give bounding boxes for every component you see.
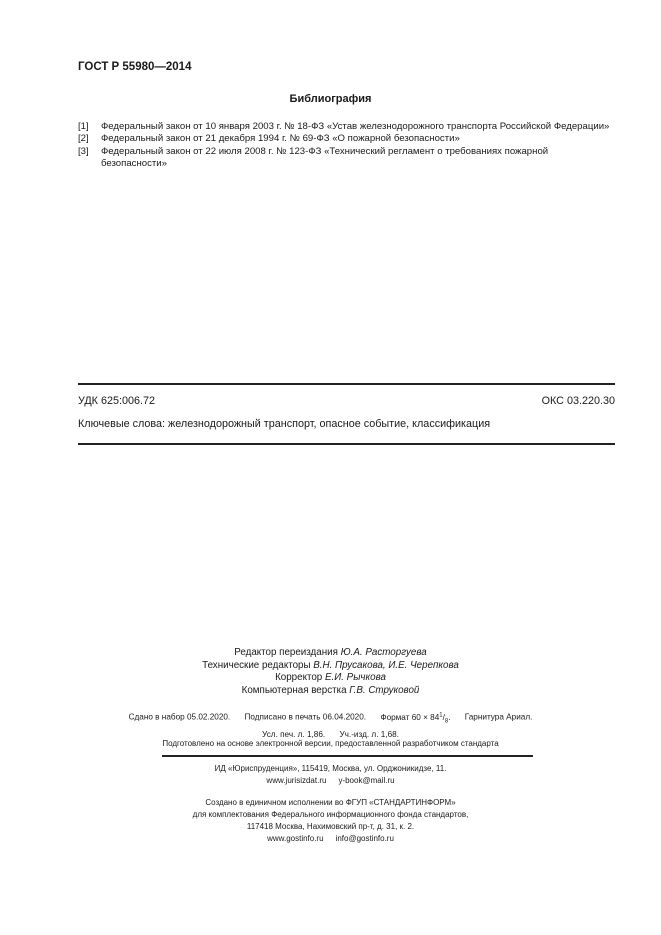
publisher-site-link[interactable]: www.jurisizdat.ru [266, 776, 327, 785]
publisher-contacts [0, 775, 661, 787]
document-code: ГОСТ Р 55980—2014 [78, 61, 192, 73]
signed-date: Подписано в печать 06.04.2020. [244, 712, 367, 722]
publisher-divider [162, 755, 533, 757]
printer-line: 117418 Москва, Нахимовский пр-т, д. 31, к. 2. [246, 822, 415, 831]
publication-info [0, 709, 661, 741]
top-divider [78, 383, 615, 385]
printer-line: Создано в единичном исполнении во ФГУП «СТАНДАРТИНФОРМ» [205, 798, 456, 807]
printer-contacts [0, 833, 661, 845]
printer-line: для комплектования Федерального информационного фонда стандартов, [192, 810, 469, 819]
print-sheets: Усл. печ. л. 1,86. [262, 730, 326, 740]
publisher-address: ИД «Юриспруденция», 115419, Москва, ул. Орджоникидзе, 11. [214, 764, 447, 773]
editorial-credits [0, 647, 661, 697]
typeface: Гарнитура Ариал. [464, 712, 533, 722]
bibliography-title: Библиография [289, 93, 372, 105]
bibliography-item [78, 146, 616, 171]
publication-line [0, 709, 661, 728]
prepared-note: Подготовлено на основе электронной версии, предоставленной разработчиком стандарта [162, 739, 499, 748]
oks-code: ОКС 03.220.30 [541, 395, 615, 407]
printer-info [0, 797, 661, 845]
credit-line [0, 660, 661, 673]
publisher-info [0, 763, 661, 787]
keywords: Ключевые слова: железнодорожный транспорт, опасное событие, классификация [78, 418, 491, 430]
credit-role: Редактор переиздания [234, 647, 338, 658]
bibliography-list [78, 121, 616, 171]
udk-code: УДК 625:006.72 [78, 395, 156, 407]
bibliography-item-number: [3] [78, 145, 89, 157]
credit-line [0, 647, 661, 660]
printer-site-link[interactable]: www.gostinfo.ru [267, 834, 324, 843]
credit-line [0, 685, 661, 698]
submitted-date: Сдано в набор 05.02.2020. [128, 712, 231, 722]
printer-email-link[interactable]: info@gostinfo.ru [335, 834, 394, 843]
keywords-divider [78, 443, 615, 445]
bibliography-item-number: [2] [78, 133, 89, 145]
bibliography-item [78, 133, 616, 145]
bibliography-item [78, 121, 616, 133]
bibliography-item-text: Федеральный закон от 10 января 2003 г. № 18-ФЗ «Устав железнодорожного транспорта Российской Федерации» [101, 121, 610, 132]
edit-sheets: Уч.-изд. л. 1,68. [339, 730, 399, 740]
credit-role: Компьютерная верстка [241, 684, 347, 696]
credit-name: Ю.А. Расторгуева [340, 647, 427, 658]
credit-role: Технические редакторы [202, 659, 311, 671]
credit-name: Г.В. Струковой [349, 684, 420, 696]
credit-line [0, 672, 661, 685]
bibliography-item-number: [1] [78, 121, 89, 132]
credit-role: Корректор [275, 672, 323, 684]
bibliography-item-text: Федеральный закон от 22 июля 2008 г. № 123-ФЗ «Технический регламент о требованиях пожарной безопасности» [101, 145, 549, 170]
credit-name: В.Н. Прусакова, И.Е. Черепкова [313, 659, 459, 671]
bibliography-item-text: Федеральный закон от 21 декабря 1994 г. № 69-ФЗ «О пожарной безопасности» [101, 133, 460, 145]
credit-name: Е.И. Рычкова [324, 672, 386, 684]
paper-format: Формат $60 \times 84^1/_8$. [380, 712, 451, 725]
publisher-email-link[interactable]: y-book@mail.ru [338, 776, 395, 785]
